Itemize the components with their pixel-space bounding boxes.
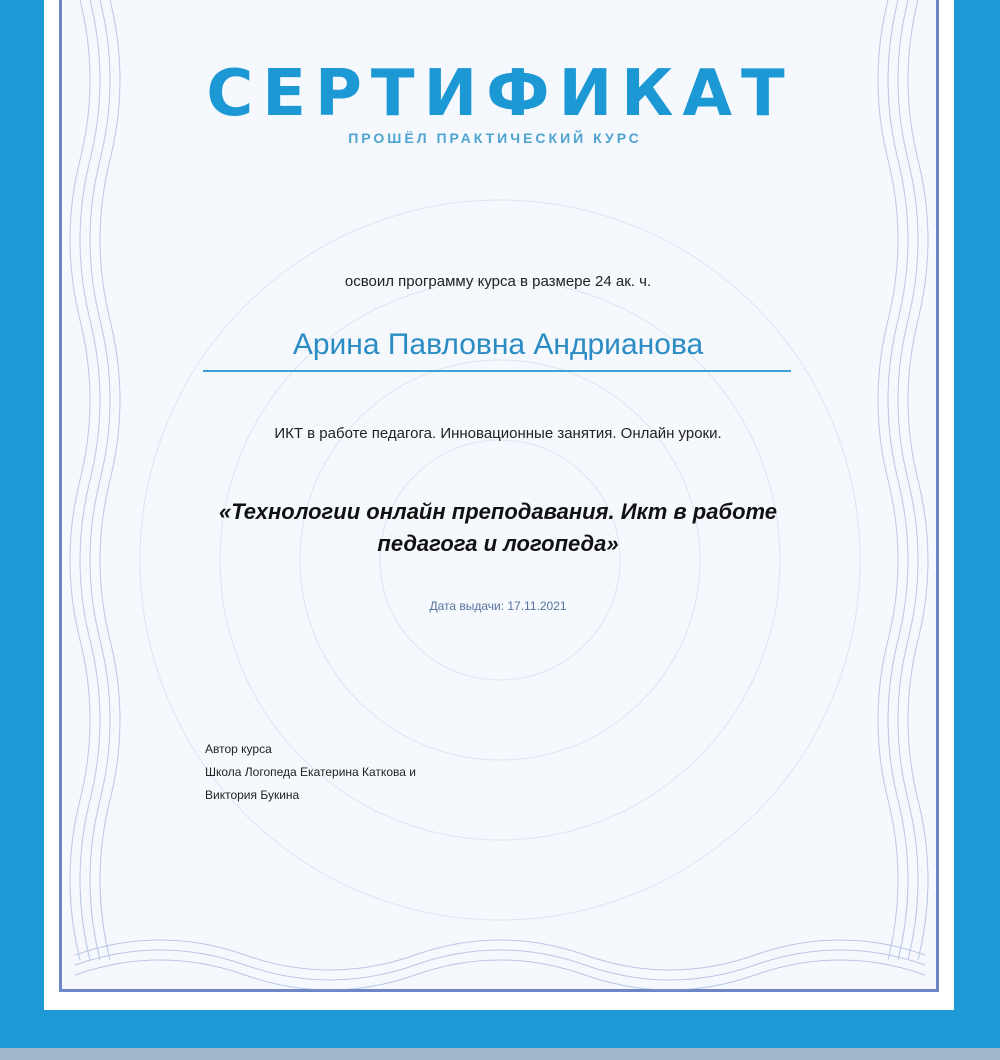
course-topic: ИКТ в работе педагога. Инновационные занятия. Онлайн уроки.	[274, 425, 722, 442]
name-underline	[203, 370, 791, 372]
course-title-line-1: «Технологии онлайн преподавания. Икт в работе	[218, 499, 778, 524]
certificate-title: СЕРТИФИКАТ	[206, 57, 794, 131]
author-label: Автор курса	[205, 742, 272, 756]
certificate-subtitle: ПРОШЁЛ ПРАКТИЧЕСКИЙ КУРС	[348, 130, 642, 146]
recipient-name: Арина Павловна Андрианова	[292, 328, 704, 361]
course-title	[0, 496, 996, 560]
author-line-2: Виктория Букина	[205, 788, 300, 802]
author-line-1: Школа Логопеда Екатерина Каткова и	[205, 765, 416, 779]
course-author-block	[205, 738, 416, 807]
course-title-line-2: педагога и логопеда»	[377, 531, 619, 556]
bottom-strip	[0, 1048, 1000, 1060]
issue-date: Дата выдачи: 17.11.2021	[429, 599, 567, 613]
program-hours-text: освоил программу курса в размере 24 ак. ч.	[344, 273, 652, 290]
